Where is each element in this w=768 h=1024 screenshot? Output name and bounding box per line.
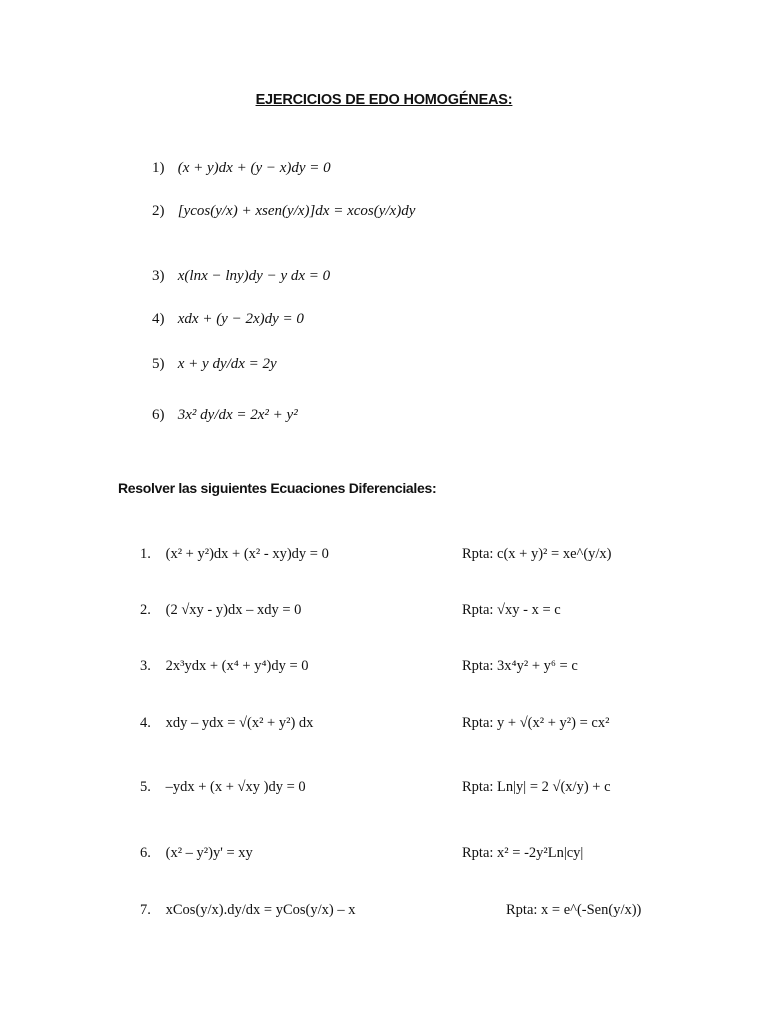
homogeneous-eq-6 xyxy=(152,407,298,424)
exercise-equation: –ydx + (x + √xy )dy = 0 xyxy=(165,779,306,795)
exercise-equation: xCos(y/x).dy/dx = yCos(y/x) – x xyxy=(165,902,356,918)
homogeneous-eq-4 xyxy=(152,311,304,328)
exercise-number: 6. xyxy=(140,845,151,861)
homogeneous-eq-2 xyxy=(152,203,415,220)
page-title: EJERCICIOS DE EDO HOMOGÉNEAS: xyxy=(255,92,513,108)
exercise-number: 7. xyxy=(140,902,151,918)
answer-1: Rpta: c(x + y)² = xe^(y/x) xyxy=(462,546,612,562)
answer-4: Rpta: y + √(x² + y²) = cx² xyxy=(462,715,610,731)
eq-number: 5) xyxy=(152,356,165,372)
exercise-3 xyxy=(140,658,309,675)
eq-expression: 3x² dy/dx = 2x² + y² xyxy=(177,407,298,423)
exercise-number: 4. xyxy=(140,715,151,731)
eq-expression: x + y dy/dx = 2y xyxy=(177,356,277,372)
exercise-4 xyxy=(140,715,313,732)
eq-expression: xdx + (y − 2x)dy = 0 xyxy=(177,311,304,327)
exercise-equation: 2x³ydx + (x⁴ + y⁴)dy = 0 xyxy=(165,658,309,674)
exercise-5 xyxy=(140,779,306,796)
homogeneous-eq-3 xyxy=(152,268,330,285)
exercise-number: 1. xyxy=(140,546,151,562)
homogeneous-eq-5 xyxy=(152,356,277,373)
homogeneous-eq-1 xyxy=(152,160,331,177)
exercise-6 xyxy=(140,845,253,862)
exercise-number: 3. xyxy=(140,658,151,674)
eq-number: 2) xyxy=(152,203,165,219)
answer-7: Rpta: x = e^(-Sen(y/x)) xyxy=(506,902,642,918)
eq-number: 4) xyxy=(152,311,165,327)
eq-number: 3) xyxy=(152,268,165,284)
eq-expression: [ycos(y/x) + xsen(y/x)]dx = xcos(y/x)dy xyxy=(177,203,416,219)
exercise-equation: (x² – y²)y' = xy xyxy=(165,845,253,861)
answer-5: Rpta: Ln|y| = 2 √(x/y) + c xyxy=(462,779,611,795)
exercise-number: 5. xyxy=(140,779,151,795)
eq-number: 6) xyxy=(152,407,165,423)
eq-expression: (x + y)dx + (y − x)dy = 0 xyxy=(177,160,331,176)
eq-expression: x(lnx − lny)dy − y dx = 0 xyxy=(177,268,331,284)
exercise-equation: (x² + y²)dx + (x² - xy)dy = 0 xyxy=(165,546,329,562)
section-heading: Resolver las siguientes Ecuaciones Diferenciales: xyxy=(118,480,437,496)
exercise-7 xyxy=(140,902,355,919)
exercise-1 xyxy=(140,546,329,563)
eq-number: 1) xyxy=(152,160,165,176)
exercise-2 xyxy=(140,602,301,619)
answer-2: Rpta: √xy - x = c xyxy=(462,602,561,618)
answer-3: Rpta: 3x⁴y² + y⁶ = c xyxy=(462,658,578,674)
exercise-equation: xdy – ydx = √(x² + y²) dx xyxy=(165,715,314,731)
exercise-number: 2. xyxy=(140,602,151,618)
exercise-equation: (2 √xy - y)dx – xdy = 0 xyxy=(165,602,302,618)
answer-6: Rpta: x² = -2y²Ln|cy| xyxy=(462,845,584,861)
